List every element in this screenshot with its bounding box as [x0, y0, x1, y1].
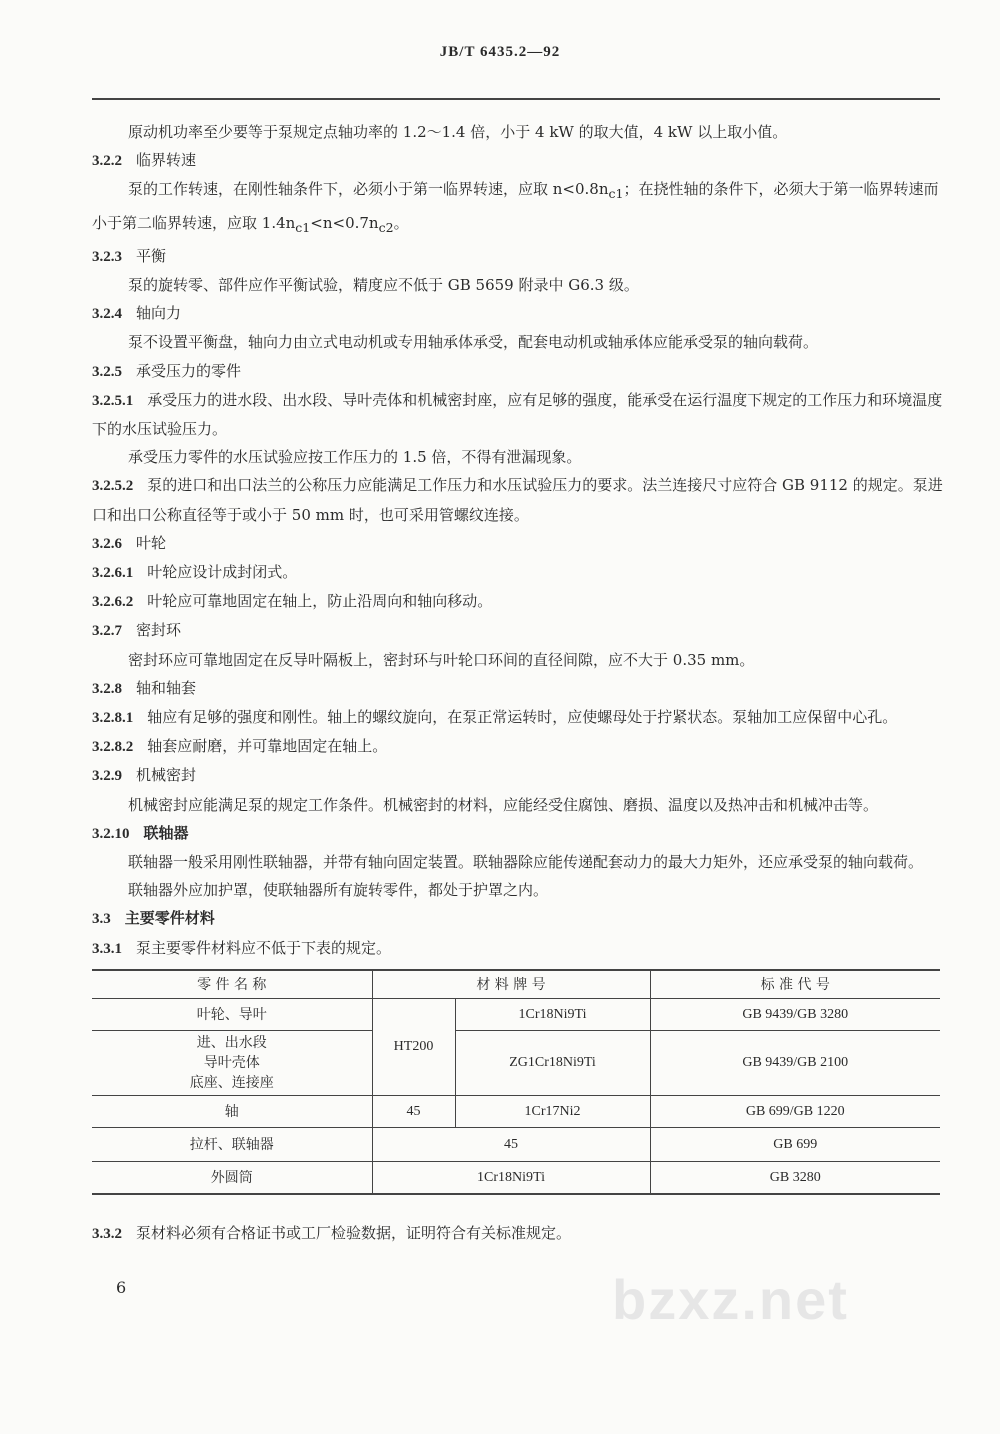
section-heading: 3.2.6 叶轮	[92, 533, 167, 552]
table-cell: ZG1Cr18Ni9Ti	[455, 1031, 650, 1096]
table-cell: 轴	[92, 1096, 372, 1128]
paragraph: 原动机功率至少要等于泵规定点轴功率的 1.2～1.4 倍，小于 4 kW 的取大值，4 kW 以上取小值。	[128, 123, 788, 141]
section-heading: 3.2.3 平衡	[92, 246, 167, 265]
table-cell: 45	[372, 1096, 455, 1128]
table-cell: GB 699/GB 1220	[650, 1096, 940, 1128]
table-cell: GB 699	[650, 1128, 940, 1162]
header-rule	[92, 98, 940, 100]
table-cell: HT200	[372, 999, 455, 1096]
clause: 3.3.1 泵主要零件材料应不低于下表的规定。	[92, 938, 392, 957]
page-number: 6	[116, 1277, 127, 1297]
clause: 3.2.5.2 泵的进口和出口法兰的公称压力应能满足工作压力和水压试验压力的要求。法兰连接尺寸应符合 GB 9112 的规定。泵进口和出口公称直径等于或小于 50 mm 时，也可采用管螺纹连接。	[92, 476, 943, 524]
table-row	[92, 1096, 940, 1128]
materials-table	[92, 969, 940, 1195]
table-row	[92, 1031, 940, 1096]
table-cell: GB 3280	[650, 1162, 940, 1194]
column-header: 零 件 名 称	[92, 970, 372, 999]
table-cell: 进、出水段 导叶壳体 底座、连接座	[92, 1031, 372, 1096]
watermark: bzxz.net	[612, 1267, 849, 1331]
paragraph: 泵的工作转速，在刚性轴条件下，必须小于第一临界转速，应取 $n<0.8n_{c1}$；在挠性轴的条件下，必须大于第一临界转速而小于第二临界转速，应取 $1.4n_{c1}<n<0.7n_{c2}$。	[92, 180, 939, 235]
table-cell: 1Cr17Ni2	[455, 1096, 650, 1128]
table-cell: 45	[372, 1128, 650, 1162]
table-header-row	[92, 970, 940, 999]
paragraph: 密封环应可靠地固定在反导叶隔板上，密封环与叶轮口环间的直径间隙，应不大于 0.35 mm。	[128, 650, 755, 669]
clause: 3.2.6.2 叶轮应可靠地固定在轴上，防止沿周向和轴向移动。	[92, 592, 493, 611]
paragraph: 泵的旋转零、部件应作平衡试验，精度应不低于 GB 5659 附录中 G6.3 级。	[128, 276, 639, 295]
section-heading: 3.2.8 轴和轴套	[92, 678, 197, 697]
table-cell: 1Cr18Ni9Ti	[372, 1162, 650, 1194]
clause: 3.2.8.1 轴应有足够的强度和刚性。轴上的螺纹旋向，在泵正常运转时，应使螺母处于拧紧状态。泵轴加工应保留中心孔。	[92, 708, 898, 727]
document-body	[92, 118, 948, 963]
section-heading: 3.2.5 承受压力的零件	[92, 361, 242, 380]
paragraph: 联轴器一般采用刚性联轴器，并带有轴向固定装置。联轴器除应能传递配套动力的最大力矩外，还应承受泵的轴向载荷。	[128, 853, 924, 872]
table-row	[92, 1162, 940, 1194]
clause: 3.2.8.2 轴套应耐磨，并可靠地固定在轴上。	[92, 737, 388, 756]
paragraph: 承受压力零件的水压试验应按工作压力的 1.5 倍，不得有泄漏现象。	[128, 448, 582, 467]
table-cell: GB 9439/GB 3280	[650, 999, 940, 1031]
page-bottom	[92, 1268, 948, 1348]
clause: 3.2.5.1 承受压力的进水段、出水段、导叶壳体和机械密封座，应有足够的强度，能承受在运行温度下规定的工作压力和环境温度下的水压试验压力。	[92, 390, 943, 439]
column-header: 标 准 代 号	[650, 970, 940, 999]
section-heading: 3.3 主要零件材料	[92, 909, 215, 928]
table-row	[92, 1128, 940, 1162]
table-row	[92, 999, 940, 1031]
table-cell: 拉杆、联轴器	[92, 1128, 372, 1162]
column-header: 材 料 牌 号	[372, 970, 650, 999]
table-cell: GB 9439/GB 2100	[650, 1031, 940, 1096]
table-cell: 1Cr18Ni9Ti	[455, 999, 650, 1031]
section-heading: 3.2.2 临界转速	[92, 151, 197, 170]
section-heading: 3.2.10 联轴器	[92, 823, 189, 842]
paragraph: 泵不设置平衡盘，轴向力由立式电动机或专用轴承体承受，配套电动机或轴承体应能承受泵的轴向载荷。	[128, 333, 819, 352]
page-content	[92, 118, 948, 1348]
section-heading: 3.2.7 密封环	[92, 621, 182, 640]
document-header: JB/T 6435.2—92	[439, 44, 561, 60]
table-cell: 外圆筒	[92, 1162, 372, 1194]
clause: 3.2.6.1 叶轮应设计成封闭式。	[92, 563, 298, 582]
section-heading: 3.2.4 轴向力	[92, 304, 182, 323]
clause: 3.3.2 泵材料必须有合格证书或工厂检验数据，证明符合有关标准规定。	[92, 1223, 572, 1242]
table-cell: 叶轮、导叶	[92, 999, 372, 1031]
paragraph: 联轴器外应加护罩，使联轴器所有旋转零件，都处于护罩之内。	[128, 881, 549, 900]
paragraph: 机械密封应能满足泵的规定工作条件。机械密封的材料，应能经受住腐蚀、磨损、温度以及热冲击和机械冲击等。	[128, 795, 879, 814]
section-heading: 3.2.9 机械密封	[92, 766, 197, 785]
